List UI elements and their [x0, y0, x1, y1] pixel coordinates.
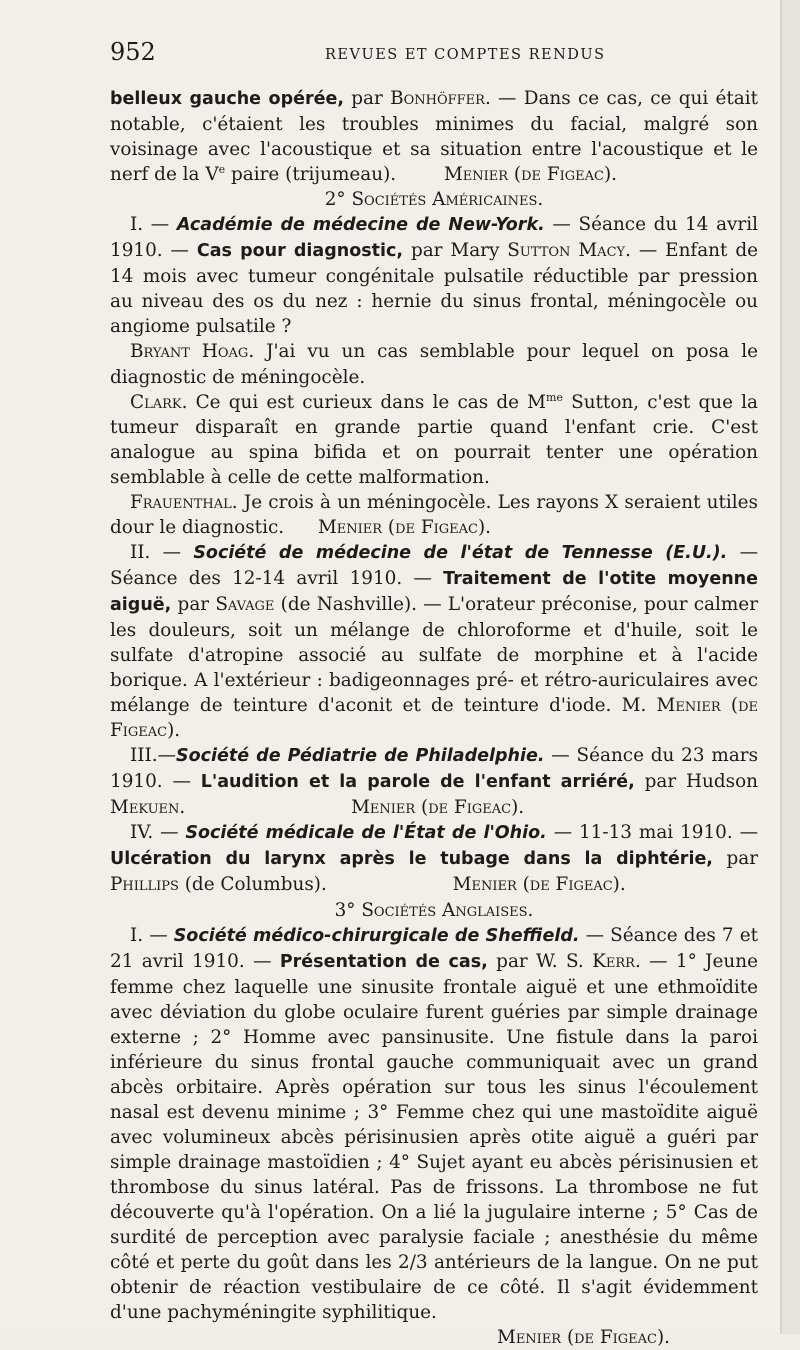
session-date: — Séance des 12-14 avril 1910. —: [110, 541, 758, 589]
entry-numeral: III.—: [130, 745, 177, 767]
discussion-text: . Ce qui est curieux dans le cas de M: [181, 391, 546, 413]
paper-title: Ulcération du larynx après le tubage dans la diphtérie,: [110, 849, 713, 870]
society-name: Société de Pédiatrie de Philadelphie.: [176, 746, 545, 767]
discussion-frauenthal: [110, 490, 758, 540]
text-run: par Hudson: [634, 771, 758, 793]
superscript: e: [218, 163, 226, 177]
entry-text: (de Columbus).: [178, 874, 333, 896]
entry-numeral: I. —: [130, 214, 177, 236]
society-name: Académie de médecine de New-York.: [176, 215, 545, 236]
author-name: Bonhöffer: [390, 88, 485, 109]
signature: Menier (de Figeac).: [452, 874, 626, 896]
session-date: — 11-13 mai 1910. —: [546, 822, 758, 844]
paper-title: Cas pour diagnostic,: [196, 241, 404, 262]
author-name: Mekuen: [110, 797, 180, 819]
text-run: par W. S.: [487, 950, 593, 972]
entry-text: (de Nashville). — L'orateur préconise, pour calmer les douleurs, soit un mélange de chloroforme et d'huile, soit le sulfate d'atropine associé au sulfate de morphine et à l'acide borique. A l'extérieur : badigeonnages pré- et rétro-auriculaires avec mélange de teinture d'aconit et de teinture d'iode. M.: [110, 593, 758, 717]
running-title: REVUES ET COMPTES RENDUS: [325, 47, 606, 63]
speaker-name: Bryant Hoag: [130, 341, 249, 363]
session-date: — Séance du 14 avril 1910. —: [110, 214, 758, 262]
author-name: Kerr: [592, 950, 635, 972]
signature: Menier (de Figeac).: [110, 695, 758, 742]
paper-title: Présentation de cas,: [279, 951, 488, 972]
entry-sheffield: [110, 923, 758, 1326]
signature: Menier (de Figeac).: [351, 797, 525, 819]
superscript: me: [545, 390, 563, 404]
speaker-name: Clark: [130, 391, 182, 413]
entry-numeral: II. —: [130, 541, 194, 563]
text-run: par Mary: [403, 240, 508, 262]
speaker-name: Frauenthal: [130, 491, 232, 513]
text-run: paire (trijumeau).: [225, 164, 402, 186]
page-edge: [782, 0, 800, 1334]
author-name: Sutton Macy: [507, 240, 626, 262]
discussion-text: . J'ai vu un cas semblable pour lequel on posa le diagnostic de méningocèle.: [110, 341, 758, 388]
discussion-clark: [110, 390, 758, 490]
paper-title: Traitement de l'otite moyenne aiguë,: [110, 568, 758, 615]
entry-numeral: I. —: [130, 924, 174, 946]
entry-philadelphie: [110, 743, 758, 820]
bold-lead: belleux gauche opérée,: [110, 89, 344, 109]
page-body: [110, 86, 758, 1350]
entry-tennesse: [110, 540, 758, 743]
section-heading-americaines: 2° Sociétés Américaines.: [324, 189, 544, 211]
signature: Menier (de Figeac).: [496, 1327, 670, 1349]
signature: Menier (de Figeac).: [443, 164, 617, 186]
text-run: par: [343, 88, 391, 109]
page-header: [110, 38, 750, 68]
page-number: 952: [110, 38, 156, 66]
text-run: par: [171, 593, 216, 615]
author-name: Phillips: [110, 874, 179, 896]
discussion-bryant: [110, 339, 758, 389]
entry-text: .: [179, 797, 192, 819]
entry-text: . — 1° Jeune femme chez laquelle une sinusite frontale aiguë et une ethmoïdite avec déviation du globe oculaire furent guéries par simple drainage externe ; 2° Homme avec pansinusite. Une fistule dans la paroi inférieure du sinus frontal gauche communiquait avec un grand abcès orbitaire. Après opération sur tous les sinus l'écoulement nasal est devenu minime ; 3° Femme chez qui une mastoïdite aiguë avec volumineux abcès périsinusien après otite aiguë a guéri par simple drainage mastoïdien ; 4° Sujet ayant eu abcès périsinusien et thrombose du sinus latéral. Pas de frissons. La thrombose ne fut découverte qu'à l'opération. On a lié la jugulaire interne ; 5° Cas de surdité de perception avec paralysie faciale ; anesthésie du même côté et perte du goût dans les 2/3 antérieurs de la langue. On ne put obtenir de réaction vestibulaire de ce côté. Il s'agit évidemment d'une pachyméningite syphilitique.: [110, 950, 759, 1324]
paragraph-top: [110, 86, 758, 187]
society-name: Société médico-chirurgicale de Sheffield.: [173, 925, 580, 946]
entry-numeral: IV. —: [130, 822, 186, 844]
society-name: Société de médecine de l'état de Tennesse (E.U.).: [193, 542, 728, 563]
paper-title: L'audition et la parole de l'enfant arriéré,: [200, 772, 635, 793]
session-date: — Séance du 23 mars 1910. —: [110, 745, 759, 793]
author-name: Savage: [215, 593, 275, 615]
entry-new-york: [110, 212, 758, 339]
signature: Menier (de Figeac).: [317, 516, 491, 538]
society-name: Société médicale de l'État de l'Ohio.: [185, 823, 547, 844]
text-run: par: [712, 848, 759, 870]
section-heading-anglaises: 3° Sociétés Anglaises.: [334, 899, 534, 921]
session-date: — Séance des 7 et 21 avril 1910. —: [110, 924, 758, 972]
entry-ohio: [110, 820, 758, 897]
discussion-text: Sutton, c'est que la tumeur disparaît en grande partie quand l'enfant crie. C'est analogue au spina bifida et on pourrait tenter une opération semblable à celle de cette malformation.: [110, 391, 758, 488]
text-run: . — Dans ce cas, ce qui était notable, c'étaient les troubles minimes du facial, malgré son voisinage avec l'acoustique et sa situation entre l'acoustique et le nerf de la V: [110, 88, 758, 186]
entry-text: . — Enfant de 14 mois avec tumeur congénitale pulsatile réductible par pression au niveau des os du nez : hernie du sinus frontal, méningocèle ou angiome pulsatile ?: [110, 240, 758, 338]
discussion-text: . Je crois à un méningocèle. Les rayons X seraient utiles dour le diagnostic.: [110, 491, 758, 538]
